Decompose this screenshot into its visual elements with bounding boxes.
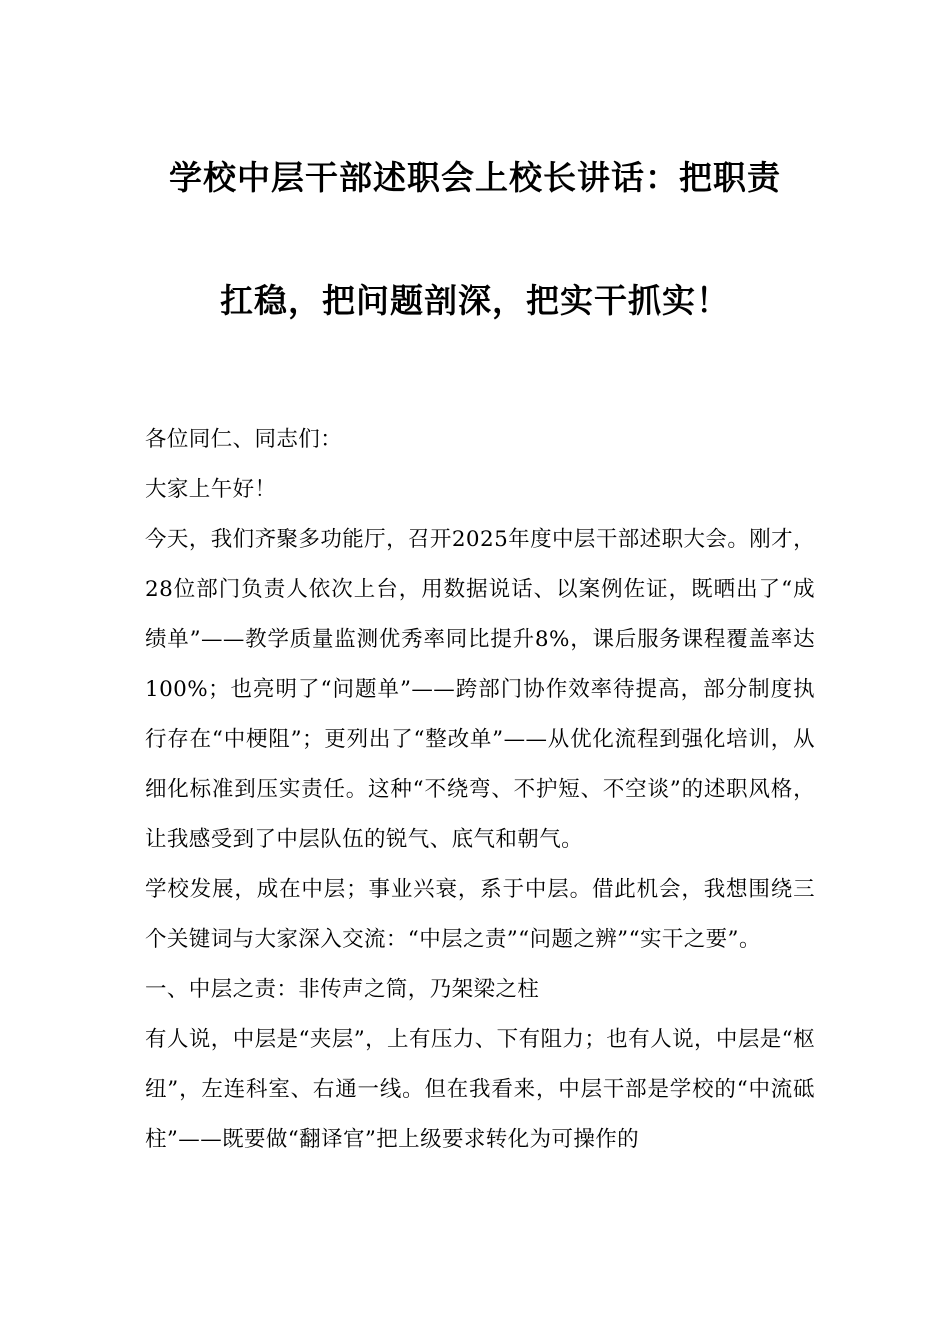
section-heading: 一、中层之责：非传声之筒，乃架梁之柱: [145, 977, 540, 1002]
document-title-line-1: 学校中层干部述职会上校长讲话：把职责: [169, 158, 781, 197]
salutation-paragraph: 各位同仁、同志们：: [145, 427, 343, 452]
greeting-paragraph: 大家上午好！: [145, 477, 277, 502]
body-paragraph: 有人说，中层是“夹层”，上有压力、下有阻力；也有人说，中层是“枢纽”，左连科室、右通一线。但在我看来，中层干部是学校的“中流砥柱”——既要做“翻译官”把上级要求转化为可操作的: [145, 1027, 815, 1152]
body-paragraph: 今天，我们齐聚多功能厅，召开2025年度中层干部述职大会。刚才，28位部门负责人依次上台，用数据说话、以案例佐证，既晒出了“成绩单”——教学质量监测优秀率同比提升8%，课后服务课程覆盖率达100%；也亮明了“问题单”——跨部门协作效率待提高，部分制度执行存在“中梗阻”；更列出了“整改单”——从优化流程到强化培训，从细化标准到压实责任。这种“不绕弯、不护短、不空谈”的述职风格，让我感受到了中层队伍的锐气、底气和朝气。: [145, 527, 815, 852]
body-paragraph: 学校发展，成在中层；事业兴衰，系于中层。借此机会，我想围绕三个关键词与大家深入交流：“中层之责”“问题之辨”“实干之要”。: [145, 877, 815, 952]
document-title-line-2: 扛稳，把问题剖深，把实干抓实！: [220, 281, 730, 320]
document-body: [145, 415, 815, 1165]
